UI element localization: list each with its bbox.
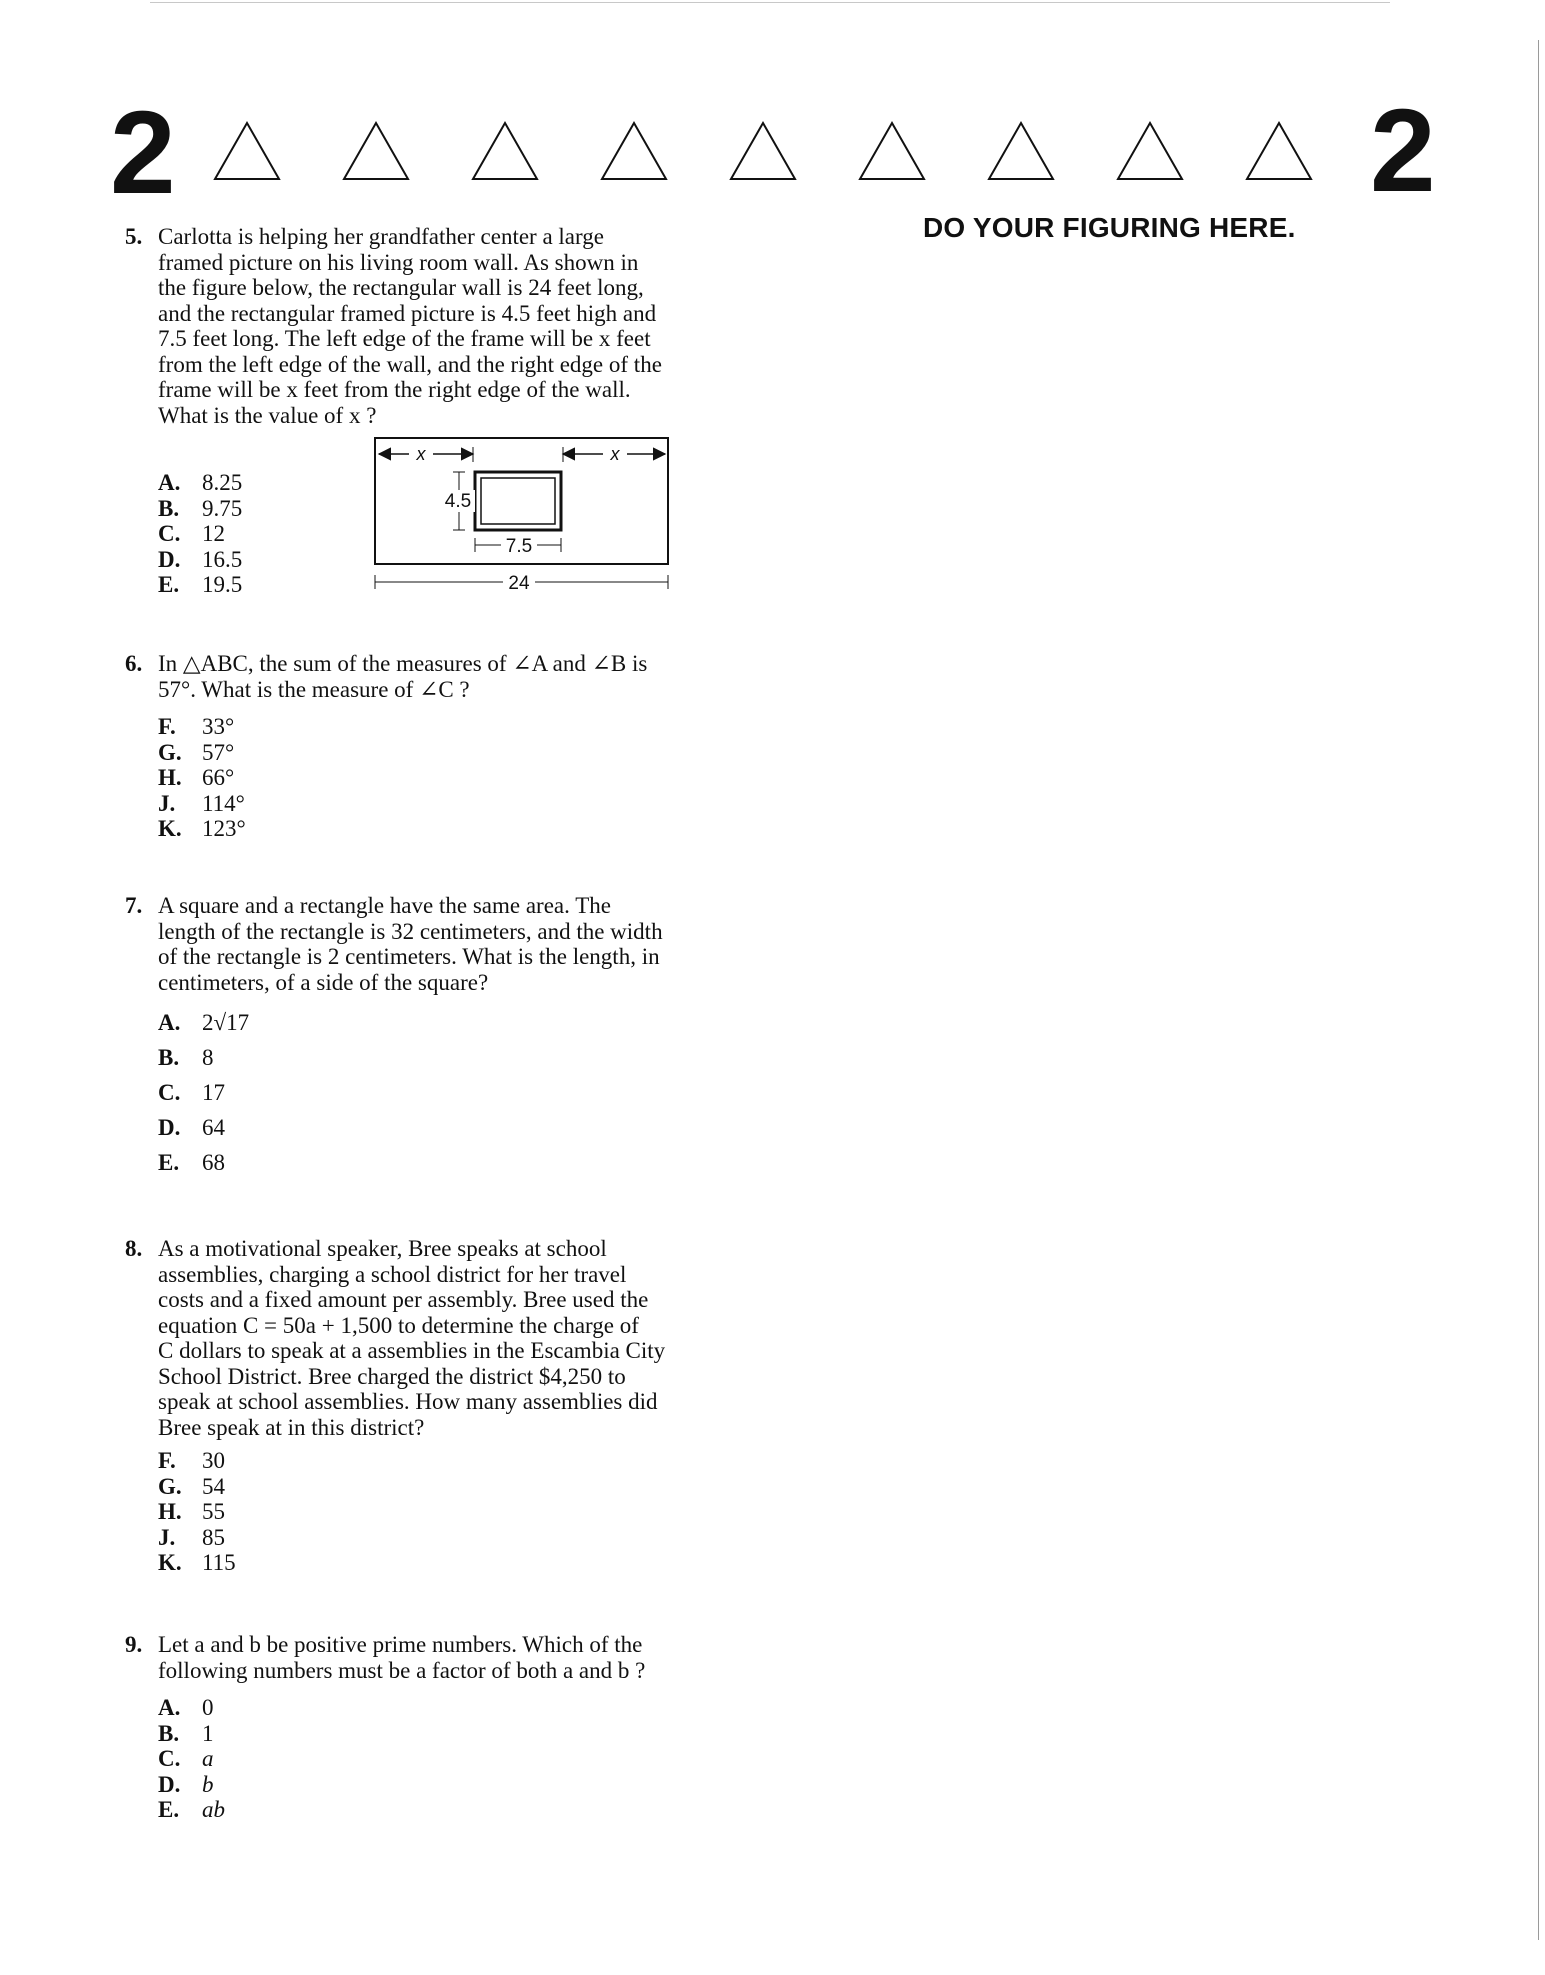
triangle-icon bbox=[470, 120, 540, 182]
answer-option-a[interactable]: A. 2√17 bbox=[158, 1010, 250, 1035]
answer-options bbox=[158, 1695, 225, 1823]
question-stem: As a motivational speaker, Bree speaks at school assemblies, charging a school district for her travel costs and a fixed amount per assembly. Bree used the equation C = 50a + 1,500 to determine the charge of C dollars to speak at a assemblies in the Escambia City School District. Bree charged the district $4,250 to speak at school assemblies. How many assemblies did Bree speak at in this district? bbox=[158, 1236, 666, 1440]
triangle-icon bbox=[728, 120, 798, 182]
answer-option-f[interactable]: F. 33° bbox=[158, 714, 235, 739]
answer-option-b[interactable]: B. 1 bbox=[158, 1720, 214, 1746]
answer-options bbox=[158, 470, 242, 598]
answer-option-j[interactable]: J. 85 bbox=[158, 1524, 225, 1550]
answer-option-e[interactable]: E. 19.5 bbox=[158, 572, 243, 597]
answer-option-g[interactable]: G. 54 bbox=[158, 1473, 225, 1499]
answer-option-h[interactable]: H. 55 bbox=[158, 1499, 225, 1524]
answer-option-c[interactable]: C. 17 bbox=[158, 1080, 225, 1105]
triangle-icon bbox=[599, 120, 669, 182]
answer-option-b[interactable]: B. 8 bbox=[158, 1045, 214, 1070]
answer-option-d[interactable]: D. 16.5 bbox=[158, 546, 243, 572]
answer-option-d[interactable]: D. 64 bbox=[158, 1115, 225, 1140]
answer-option-h[interactable]: H. 66° bbox=[158, 765, 235, 790]
question-number: 5. bbox=[125, 224, 143, 249]
label-picture-length: 7.5 bbox=[505, 536, 533, 557]
question-number: 9. bbox=[125, 1632, 143, 1657]
triangle-icon bbox=[212, 120, 282, 182]
section-number-right: 2 bbox=[1370, 85, 1436, 217]
triangle-icon bbox=[857, 120, 927, 182]
section-number-left: 2 bbox=[110, 87, 176, 219]
triangle-icon bbox=[986, 120, 1056, 182]
triangle-icon bbox=[1244, 120, 1314, 182]
triangle-icon bbox=[1115, 120, 1185, 182]
picture-frame-rectangle bbox=[475, 472, 561, 530]
label-x-right: x bbox=[610, 444, 620, 464]
figuring-label: DO YOUR FIGURING HERE. bbox=[923, 212, 1296, 243]
answer-option-f[interactable]: F. 30 bbox=[158, 1448, 225, 1473]
answer-option-a[interactable]: A. 8.25 bbox=[158, 470, 243, 495]
top-rule bbox=[150, 2, 1390, 3]
answer-option-d[interactable]: D. b bbox=[158, 1771, 214, 1797]
answer-option-a[interactable]: A. 0 bbox=[158, 1695, 214, 1720]
answer-option-k[interactable]: K. 115 bbox=[158, 1550, 236, 1575]
label-x-left: x bbox=[416, 444, 426, 464]
answer-option-c[interactable]: C. a bbox=[158, 1746, 214, 1771]
question-number: 8. bbox=[125, 1236, 143, 1261]
answer-option-g[interactable]: G. 57° bbox=[158, 739, 235, 765]
answer-option-c[interactable]: C. 12 bbox=[158, 521, 225, 546]
wall-frame-diagram bbox=[365, 432, 685, 592]
answer-options bbox=[158, 714, 246, 842]
answer-options bbox=[158, 1005, 249, 1180]
label-height: 4.5 bbox=[444, 491, 472, 512]
answer-option-j[interactable]: J. 114° bbox=[158, 790, 245, 816]
question-stem: A square and a rectangle have the same area. The length of the rectangle is 32 centimeters, and the width of the rectangle is 2 centimeters. What is the length, in centimeters, of a side of the square? bbox=[158, 893, 663, 995]
question-number: 7. bbox=[125, 893, 143, 918]
question-stem: Let a and b be positive prime numbers. Which of the following numbers must be a factor of both a and b ? bbox=[158, 1632, 646, 1683]
right-edge-rule bbox=[1538, 40, 1539, 1940]
answer-option-k[interactable]: K. 123° bbox=[158, 816, 246, 841]
answer-option-b[interactable]: B. 9.75 bbox=[158, 495, 243, 521]
triangle-icon bbox=[341, 120, 411, 182]
wall-frame-figure bbox=[365, 432, 685, 597]
question-stem: Carlotta is helping her grandfather center a large framed picture on his living room wall. As shown in the figure below, the rectangular wall is 24 feet long, and the rectangular framed picture is 4.5 feet high and 7.5 feet long. The left edge of the frame will be x feet from the left edge of the wall, and the right edge of the frame will be x feet from the right edge of the wall. What is the value of x ? bbox=[158, 224, 662, 428]
label-wall-length: 24 bbox=[508, 573, 530, 592]
answer-option-e[interactable]: E. ab bbox=[158, 1797, 225, 1822]
answer-options bbox=[158, 1448, 236, 1576]
question-stem: In △ABC, the sum of the measures of ∠A and ∠B is 57°. What is the measure of ∠C ? bbox=[158, 651, 648, 702]
answer-option-e[interactable]: E. 68 bbox=[158, 1150, 225, 1175]
question-number: 6. bbox=[125, 651, 143, 676]
